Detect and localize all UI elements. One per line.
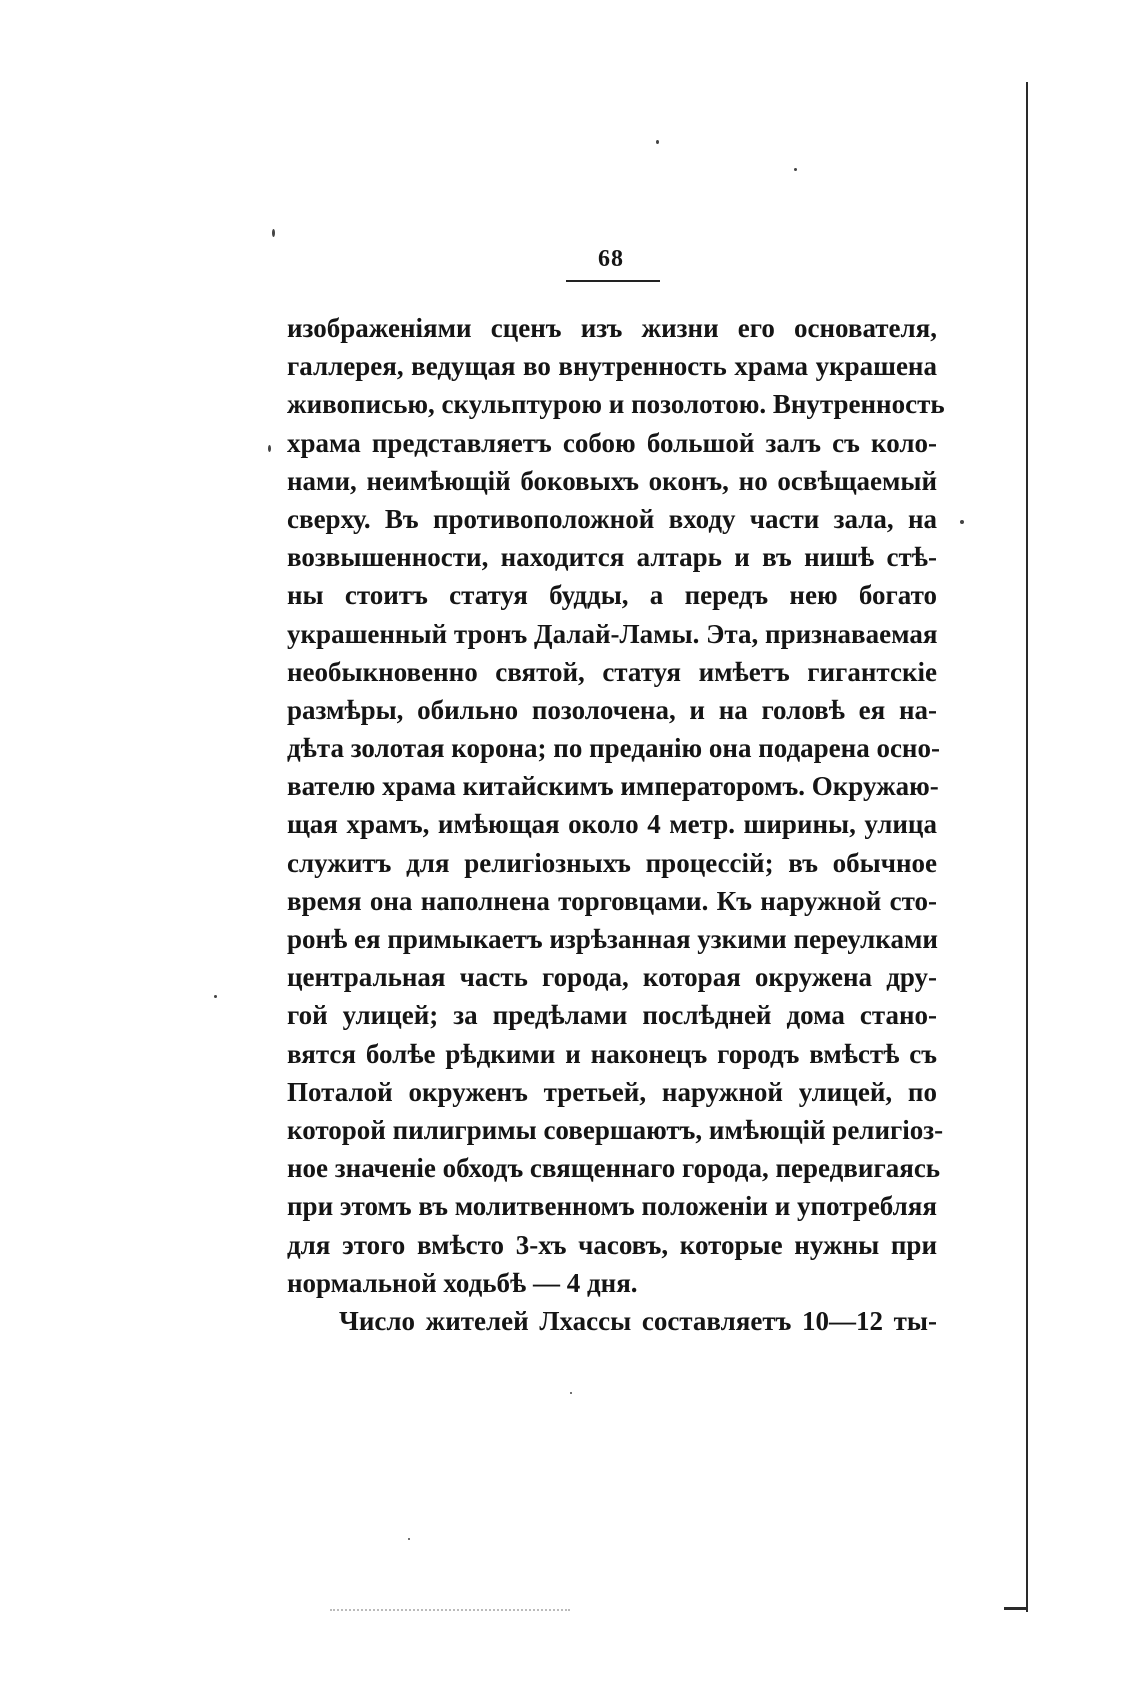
text-line: изображеніями сценъ изъ жизни его основателя, [287, 313, 937, 343]
text-line: ронѣ ея примыкаетъ изрѣзанная узкими переулками [287, 924, 938, 954]
text-line: вателю храма китайскимъ императоромъ. Окружаю- [287, 771, 939, 802]
text-line: сверху. Въ противоположной входу части зала, на [287, 503, 937, 534]
text-line: которой пилигримы совершаютъ, имѣющій религіоз- [287, 1114, 944, 1145]
text-line: живописью, скульптурою и позолотою. Внутренность [287, 389, 945, 420]
speck [656, 140, 659, 144]
speck [268, 445, 271, 452]
text-line: возвышенности, находится алтарь и въ нишѣ стѣ- [287, 542, 937, 573]
text-line: необыкновенно святой, статуя имѣетъ гигантскіе [287, 656, 937, 687]
text-line: для этого вмѣсто 3-хъ часовъ, которые нужны при [287, 1229, 937, 1260]
text-line: ное значеніе обходъ священнаго города, передвигаясь [287, 1153, 941, 1184]
text-line: гой улицей; за предѣлами послѣдней дома стано- [287, 1000, 937, 1031]
scan-edge-tick [1004, 1607, 1026, 1610]
speck [794, 168, 797, 171]
text-line: при этомъ въ молитвенномъ положеніи и употребляя [287, 1191, 937, 1222]
text-line: Поталой окруженъ третьей, наружной улицей, по [287, 1076, 937, 1107]
text-line: ны стоитъ статуя будды, а передъ нею богато [287, 580, 937, 611]
text-line: щая храмъ, имѣющая около 4 метр. ширины, улица [287, 809, 937, 840]
speck [408, 1538, 410, 1540]
body-text [287, 309, 945, 1340]
text-line: время она наполнена торговцами. Къ наружной сто- [287, 885, 937, 916]
text-line: размѣры, обильно позолочена, и на головѣ ея на- [287, 694, 937, 725]
page-number: 68 [598, 246, 624, 272]
speck [570, 1392, 572, 1394]
speck [272, 229, 275, 237]
text-line: дѣта золотая корона; по преданію она подарена осно- [287, 733, 940, 764]
page-number-rule [566, 280, 660, 282]
scan-footer-mark [330, 1609, 570, 1611]
text-line: храма представляетъ собою большой залъ съ коло- [287, 427, 937, 458]
text-line: нормальной ходьбѣ — 4 дня. [287, 1267, 638, 1298]
text-line: украшенный тронъ Далай-Ламы. Эта, признаваемая [287, 618, 938, 649]
text-line: центральная часть города, которая окружена дру- [287, 962, 937, 993]
text-line: Число жителей Лхассы составляетъ 10—12 ты- [339, 1305, 937, 1336]
text-line: служитъ для религіозныхъ процессій; въ обычное [287, 847, 937, 878]
speck [960, 520, 964, 524]
text-line: галлерея, ведущая во внутренность храма украшена [287, 351, 937, 382]
text-line: вятся болѣе рѣдкими и наконецъ городъ вмѣстѣ съ [287, 1038, 937, 1069]
scan-edge-line [1026, 82, 1028, 1612]
text-line: нами, неимѣющій боковыхъ оконъ, но освѣщаемый [287, 465, 937, 496]
speck [214, 995, 217, 998]
